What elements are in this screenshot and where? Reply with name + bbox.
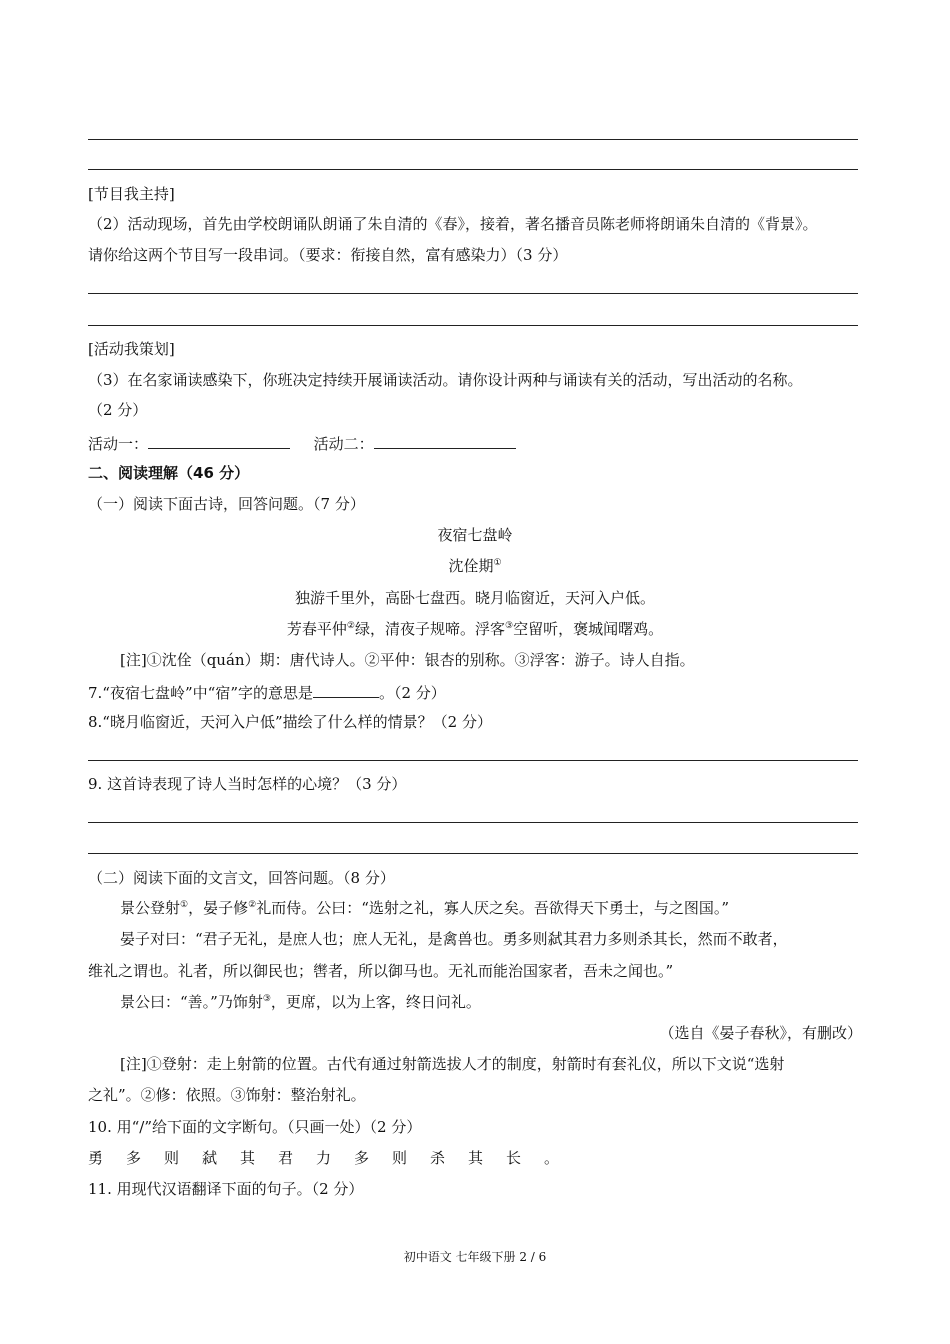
page-footer: 初中语文 七年级下册 2 / 6 [403, 1250, 547, 1264]
part1-intro: （一）阅读下面古诗，回答问题。（7 分） [88, 495, 365, 513]
activity-row [88, 432, 516, 454]
answer-line [88, 760, 858, 761]
host-heading: [节目我主持] [88, 185, 175, 203]
question-2-line2: 请你给这两个节目写一段串词。（要求：衔接自然，富有感染力）（3 分） [88, 246, 568, 264]
question-3-line2: （2 分） [88, 401, 148, 419]
answer-line [88, 853, 858, 854]
text-paragraph-3: 景公曰：“善。”乃饰射③，更席，以为上客，终日问礼。 [120, 993, 481, 1011]
answer-line [88, 325, 858, 326]
text-note-line1: [注]①登射：走上射箭的位置。古代有通过射箭选拔人才的制度，射箭时有套礼仪，所以下文说“选射 [120, 1055, 785, 1073]
activity1-blank[interactable] [148, 432, 290, 449]
question-10-text[interactable]: 勇多则弑其君力多则杀其长。 [88, 1149, 583, 1167]
activity2-blank[interactable] [374, 432, 516, 449]
activity2-label: 活动二： [313, 435, 374, 453]
question-10: 10. 用“/”给下面的文字断句。（只画一处）（2 分） [88, 1118, 422, 1136]
question-7-blank[interactable] [313, 681, 379, 698]
answer-line [88, 169, 858, 170]
poem-line-2: 芳春平仲②绿，清夜子规啼。浮客③空留听，褒城闻曙鸡。 [286, 620, 664, 638]
answer-line [88, 822, 858, 823]
text-source: （选自《晏子春秋》，有删改） [659, 1024, 862, 1042]
question-8: 8.“晓月临窗近，天河入户低”描绘了什么样的情景？（2 分） [88, 713, 492, 731]
question-3-line1: （3）在名家诵读感染下，你班决定持续开展诵读活动。请你设计两种与诵读有关的活动，写出活动的名称。 [88, 371, 803, 389]
poem-author: 沈佺期① [448, 557, 502, 575]
question-2-line1: （2）活动现场，首先由学校朗诵队朗诵了朱自清的《春》，接着，著名播音员陈老师将朗诵朱自清的《背景》。 [88, 215, 818, 233]
question-7: 7.“夜宿七盘岭”中“宿”字的意思是 。（2 分） [88, 681, 446, 703]
text-paragraph-1: 景公登射①，晏子修②礼而侍。公曰：“选射之礼，寡人厌之矣。吾欲得天下勇士，与之图国。” [120, 899, 730, 917]
poem-line-1: 独游千里外，高卧七盘西。晓月临窗近，天河入户低。 [294, 589, 655, 607]
activity1-label: 活动一： [88, 435, 149, 453]
question-11: 11. 用现代汉语翻译下面的句子。（2 分） [88, 1180, 364, 1198]
poem-title: 夜宿七盘岭 [437, 526, 513, 544]
answer-line [88, 139, 858, 140]
question-9: 9. 这首诗表现了诗人当时怎样的心境？（3 分） [88, 775, 407, 793]
section-2-heading: 二、阅读理解（46 分） [88, 464, 250, 482]
answer-line [88, 293, 858, 294]
text-paragraph-2-line2: 维礼之谓也。礼者，所以御民也；辔者，所以御马也。无礼而能治国家者，吾未之闻也。” [88, 962, 674, 980]
plan-heading: [活动我策划] [88, 340, 175, 358]
part2-intro: （二）阅读下面的文言文，回答问题。（8 分） [88, 869, 395, 887]
text-paragraph-2-line1: 晏子对曰：“君子无礼，是庶人也；庶人无礼，是禽兽也。勇多则弑其君力多则杀其长，然而不敢者， [120, 930, 788, 948]
text-note-line2: 之礼”。②修：依照。③饰射：整治射礼。 [88, 1086, 366, 1104]
poem-note: [注]①沈佺（quán）期：唐代诗人。②平仲：银杏的别称。③浮客：游子。诗人自指。 [120, 651, 695, 669]
